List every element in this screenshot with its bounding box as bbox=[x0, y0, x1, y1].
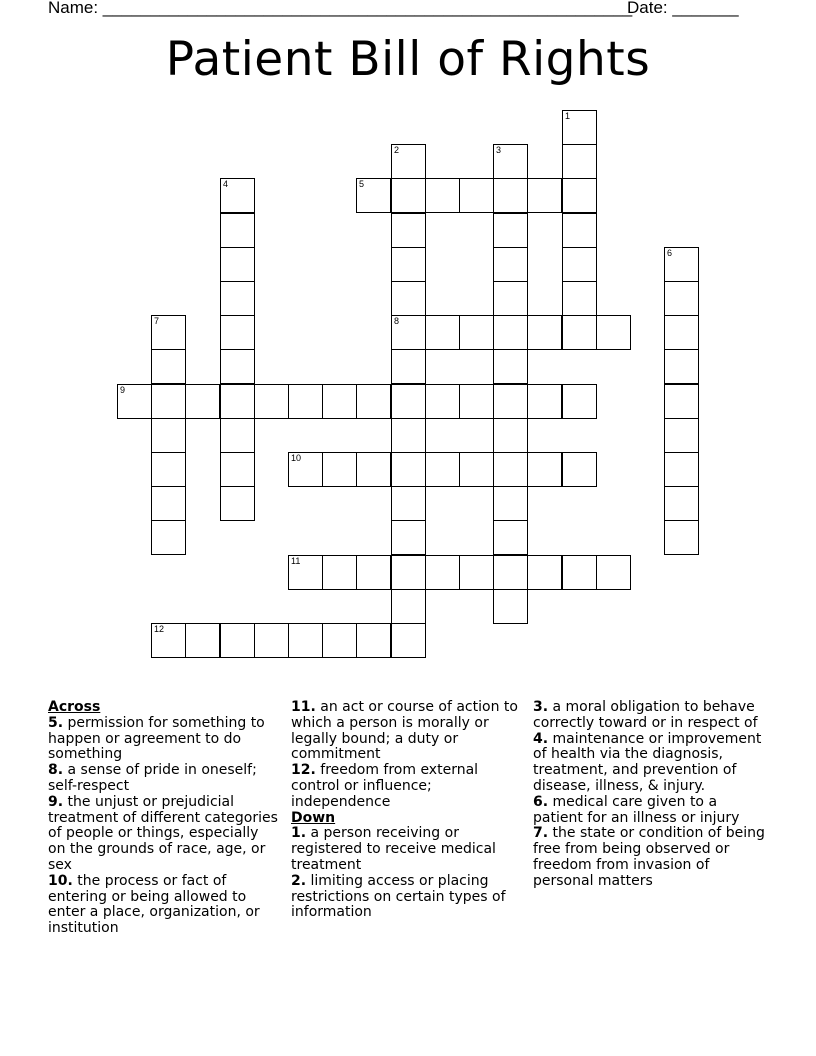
grid-cell[interactable] bbox=[562, 384, 597, 419]
clue-number-label: 10 bbox=[291, 453, 302, 463]
grid-cell[interactable] bbox=[356, 384, 391, 419]
grid-cell[interactable] bbox=[493, 418, 528, 453]
grid-cell[interactable] bbox=[664, 349, 699, 384]
clue-number-label: 3 bbox=[496, 145, 502, 155]
grid-cell[interactable] bbox=[596, 315, 631, 350]
grid-cell[interactable] bbox=[562, 555, 597, 590]
grid-cell[interactable] bbox=[322, 623, 357, 658]
grid-cell[interactable] bbox=[288, 623, 323, 658]
grid-cell[interactable] bbox=[562, 178, 597, 213]
clue-number-label: 2 bbox=[394, 145, 400, 155]
grid-cell[interactable] bbox=[288, 555, 323, 590]
grid-cell[interactable] bbox=[220, 178, 255, 213]
grid-cell[interactable] bbox=[425, 452, 460, 487]
clue-across-11 bbox=[291, 700, 523, 763]
clue-number: 5. bbox=[48, 714, 64, 731]
clue-number-label: 6 bbox=[667, 248, 673, 258]
grid-cell[interactable] bbox=[220, 281, 255, 316]
clue-across-10 bbox=[48, 874, 280, 937]
grid-cell[interactable] bbox=[493, 315, 528, 350]
grid-cell[interactable] bbox=[527, 178, 562, 213]
grid-cell[interactable] bbox=[459, 315, 494, 350]
grid-cell[interactable] bbox=[356, 178, 391, 213]
grid-cell[interactable] bbox=[562, 110, 597, 145]
grid-cell[interactable] bbox=[288, 384, 323, 419]
clue-number: 11. bbox=[291, 699, 316, 715]
clue-number-label: 7 bbox=[154, 316, 160, 326]
grid-cell[interactable] bbox=[220, 384, 255, 419]
grid-cell[interactable] bbox=[185, 623, 220, 658]
grid-cell[interactable] bbox=[527, 315, 562, 350]
grid-cell[interactable] bbox=[391, 589, 426, 624]
clue-number: 7. bbox=[533, 825, 549, 842]
grid-cell[interactable] bbox=[425, 384, 460, 419]
clue-number: 1. bbox=[291, 825, 307, 842]
grid-cell[interactable] bbox=[117, 384, 152, 419]
grid-cell[interactable] bbox=[220, 213, 255, 248]
clue-text: the process or fact of entering or being allowed to enter a place, organization, or institution bbox=[48, 872, 260, 937]
grid-cell[interactable] bbox=[220, 247, 255, 282]
across-heading: Across bbox=[48, 699, 101, 715]
grid-cell[interactable] bbox=[151, 349, 186, 384]
grid-cell[interactable] bbox=[425, 178, 460, 213]
grid-cell[interactable] bbox=[562, 213, 597, 248]
clue-number: 8. bbox=[48, 762, 64, 779]
clue-down-3 bbox=[533, 700, 768, 732]
clue-number-label: 12 bbox=[154, 624, 165, 634]
grid-cell[interactable] bbox=[391, 247, 426, 282]
grid-cell[interactable] bbox=[322, 555, 357, 590]
clue-number: 6. bbox=[533, 793, 549, 810]
grid-cell[interactable] bbox=[220, 623, 255, 658]
clue-text: limiting access or placing restrictions on certain types of information bbox=[291, 872, 506, 921]
grid-cell[interactable] bbox=[151, 315, 186, 350]
clue-down-4 bbox=[533, 732, 768, 795]
grid-cell[interactable] bbox=[459, 178, 494, 213]
clue-across-9 bbox=[48, 795, 280, 874]
clue-text: the unjust or prejudicial treatment of different categories of people or things, especially on the grounds of race, age, or sex bbox=[48, 793, 278, 873]
grid-cell[interactable] bbox=[391, 486, 426, 521]
clue-text: a sense of pride in oneself; self-respect bbox=[48, 762, 257, 794]
grid-cell[interactable] bbox=[220, 486, 255, 521]
clue-across-5 bbox=[48, 716, 280, 763]
grid-cell[interactable] bbox=[493, 178, 528, 213]
grid-cell[interactable] bbox=[493, 281, 528, 316]
down-heading: Down bbox=[291, 809, 336, 826]
clue-number-label: 11 bbox=[291, 556, 301, 566]
grid-cell[interactable] bbox=[391, 418, 426, 453]
clue-down-2 bbox=[291, 874, 523, 921]
grid-cell[interactable] bbox=[185, 384, 220, 419]
grid-cell[interactable] bbox=[493, 144, 528, 179]
clue-number: 9. bbox=[48, 793, 64, 810]
name-blank[interactable]: ________________________________________________________ bbox=[102, 0, 633, 17]
grid-cell[interactable] bbox=[459, 555, 494, 590]
clue-number: 12. bbox=[291, 762, 316, 779]
grid-cell[interactable] bbox=[459, 452, 494, 487]
grid-cell[interactable] bbox=[391, 623, 426, 658]
grid-cell[interactable] bbox=[562, 247, 597, 282]
clue-number: 10. bbox=[48, 872, 73, 889]
grid-cell[interactable] bbox=[493, 349, 528, 384]
grid-cell[interactable] bbox=[356, 452, 391, 487]
grid-cell[interactable] bbox=[254, 623, 289, 658]
grid-cell[interactable] bbox=[425, 555, 460, 590]
grid-cell[interactable] bbox=[562, 315, 597, 350]
grid-cell[interactable] bbox=[493, 589, 528, 624]
grid-cell[interactable] bbox=[562, 144, 597, 179]
grid-cell[interactable] bbox=[254, 384, 289, 419]
grid-cell[interactable] bbox=[151, 623, 186, 658]
name-label: Name: bbox=[48, 0, 103, 17]
clue-text: medical care given to a patient for an illness or injury bbox=[533, 793, 740, 826]
grid-cell[interactable] bbox=[664, 281, 699, 316]
clues-column-1 bbox=[48, 700, 280, 937]
grid-cell[interactable] bbox=[391, 144, 426, 179]
clue-number-label: 9 bbox=[120, 385, 126, 395]
clue-number: 4. bbox=[533, 730, 549, 747]
grid-cell[interactable] bbox=[391, 178, 426, 213]
grid-cell[interactable] bbox=[391, 281, 426, 316]
grid-cell[interactable] bbox=[151, 486, 186, 521]
clue-number-label: 5 bbox=[359, 179, 365, 189]
clue-number: 3. bbox=[533, 699, 549, 715]
grid-cell[interactable] bbox=[220, 315, 255, 350]
grid-cell[interactable] bbox=[493, 247, 528, 282]
date-label: Date: bbox=[627, 0, 673, 17]
grid-cell[interactable] bbox=[391, 349, 426, 384]
grid-cell[interactable] bbox=[288, 452, 323, 487]
grid-cell[interactable] bbox=[391, 213, 426, 248]
grid-cell[interactable] bbox=[322, 384, 357, 419]
grid-cell[interactable] bbox=[527, 384, 562, 419]
grid-cell[interactable] bbox=[220, 349, 255, 384]
grid-cell[interactable] bbox=[664, 247, 699, 282]
clue-number-label: 4 bbox=[223, 179, 229, 189]
grid-cell[interactable] bbox=[322, 452, 357, 487]
grid-cell[interactable] bbox=[220, 452, 255, 487]
grid-cell[interactable] bbox=[664, 418, 699, 453]
grid-cell[interactable] bbox=[220, 418, 255, 453]
grid-cell[interactable] bbox=[664, 315, 699, 350]
grid-cell[interactable] bbox=[664, 486, 699, 521]
grid-cell[interactable] bbox=[151, 452, 186, 487]
page-title: Patient Bill of Rights bbox=[165, 32, 651, 87]
grid-cell[interactable] bbox=[391, 520, 426, 555]
clue-text: a moral obligation to behave correctly toward or in respect of bbox=[533, 699, 758, 731]
clue-number-label: 8 bbox=[394, 316, 400, 326]
grid-cell[interactable] bbox=[459, 384, 494, 419]
clue-across-12 bbox=[291, 763, 523, 810]
grid-cell[interactable] bbox=[493, 520, 528, 555]
grid-cell[interactable] bbox=[425, 315, 460, 350]
grid-cell[interactable] bbox=[527, 452, 562, 487]
clue-down-1 bbox=[291, 826, 523, 873]
grid-cell[interactable] bbox=[356, 623, 391, 658]
grid-cell[interactable] bbox=[493, 555, 528, 590]
grid-cell[interactable] bbox=[562, 281, 597, 316]
grid-cell[interactable] bbox=[493, 213, 528, 248]
clue-number-label: 1 bbox=[565, 111, 571, 121]
clue-across-8 bbox=[48, 763, 280, 795]
clue-text: permission for something to happen or agreement to do something bbox=[48, 714, 265, 763]
clue-down-6 bbox=[533, 795, 768, 827]
clue-text: the state or condition of being free from being observed or freedom from invasion of personal matters bbox=[533, 825, 765, 889]
grid-cell[interactable] bbox=[562, 452, 597, 487]
clue-text: freedom from external control or influence; independence bbox=[291, 762, 479, 810]
grid-cell[interactable] bbox=[391, 555, 426, 590]
grid-cell[interactable] bbox=[527, 555, 562, 590]
grid-cell[interactable] bbox=[596, 555, 631, 590]
grid-cell[interactable] bbox=[664, 520, 699, 555]
grid-cell[interactable] bbox=[151, 520, 186, 555]
grid-cell[interactable] bbox=[151, 384, 186, 419]
grid-cell[interactable] bbox=[391, 452, 426, 487]
grid-cell[interactable] bbox=[391, 384, 426, 419]
grid-cell[interactable] bbox=[493, 486, 528, 521]
date-blank[interactable]: _______ bbox=[672, 0, 739, 17]
grid-cell[interactable] bbox=[664, 452, 699, 487]
grid-cell[interactable] bbox=[493, 452, 528, 487]
clue-down-7 bbox=[533, 826, 768, 889]
clues-column-3 bbox=[533, 700, 768, 890]
clues-column-2 bbox=[291, 700, 523, 921]
grid-cell[interactable] bbox=[356, 555, 391, 590]
clue-text: an act or course of action to which a person is morally or legally bound; a duty or commitment bbox=[291, 699, 518, 763]
clue-text: a person receiving or registered to receive medical treatment bbox=[291, 825, 496, 873]
grid-cell[interactable] bbox=[493, 384, 528, 419]
grid-cell[interactable] bbox=[151, 418, 186, 453]
grid-cell[interactable] bbox=[391, 315, 426, 350]
grid-cell[interactable] bbox=[664, 384, 699, 419]
clue-text: maintenance or improvement of health via the diagnosis, treatment, and prevention of disease, illness, & injury. bbox=[533, 730, 762, 794]
clue-number: 2. bbox=[291, 872, 307, 889]
